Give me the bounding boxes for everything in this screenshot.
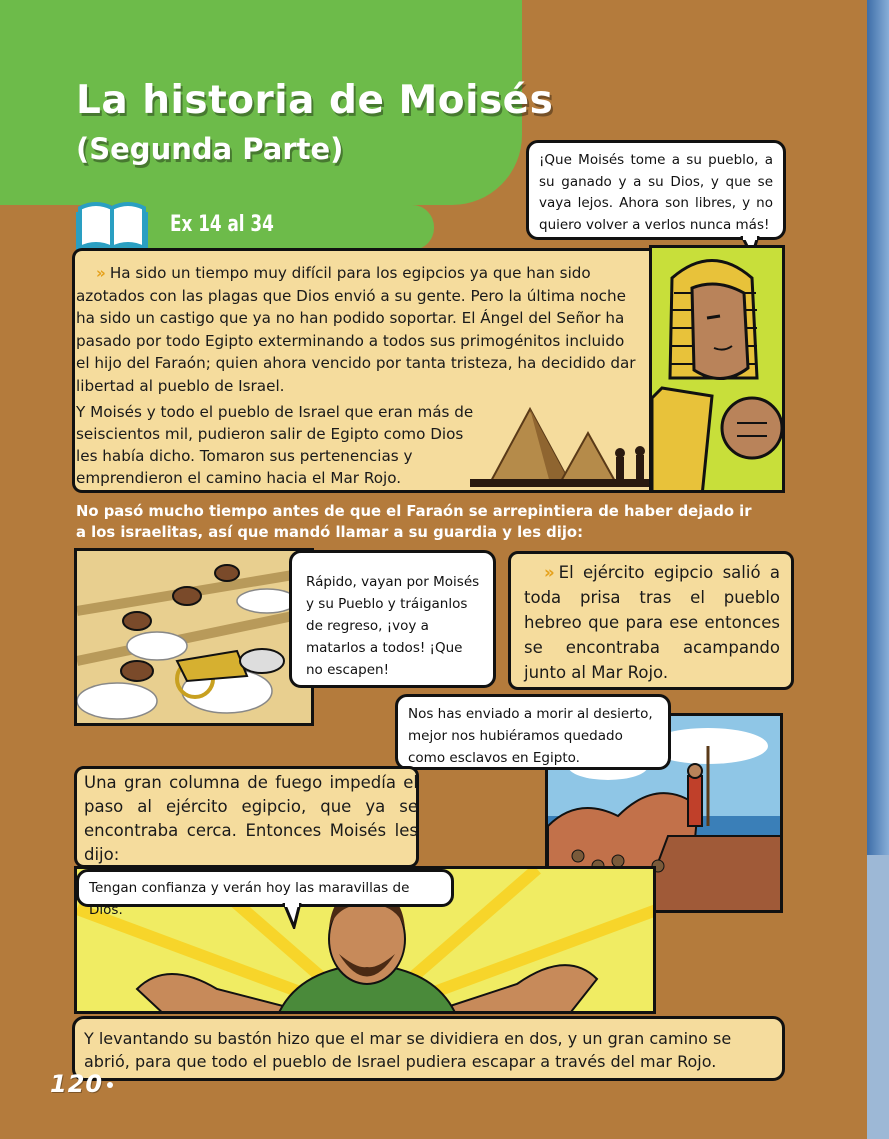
pharaoh-speech-text: ¡Que Moisés tome a su pueblo, a su ganado y a su Dios, y que se vaya lejos. Ahora son libres, y no quiero volver a verlos nunca más! <box>539 152 773 233</box>
people-speech-text: Nos has enviado a morir al desierto, mejor nos hubiéramos quedado como esclavos en Egipto. <box>408 706 653 766</box>
bible-reference: Ex 14 al 34 <box>170 212 274 237</box>
pharaoh-speech-bubble <box>526 140 786 240</box>
page-title: La historia de Moisés <box>76 78 554 123</box>
pharaoh-illustration <box>652 248 785 493</box>
people-speech-bubble <box>395 694 671 770</box>
page-edge <box>867 0 889 1139</box>
page-subtitle: (Segunda Parte) <box>76 132 344 166</box>
double-chevron-icon: » <box>544 563 555 582</box>
page-number: 120 <box>50 1070 113 1098</box>
fire-column-text: Una gran columna de fuego impedía el paso al ejército egipcio, que ya se encontraba cerca. Entonces Moisés les dijo: <box>84 773 418 864</box>
moses-speech-text: Tengan confianza y verán hoy las maravillas de Dios. <box>89 880 410 918</box>
pharaoh-orders-bubble <box>289 550 496 688</box>
pharaoh-orders-text: Rápido, vayan por Moisés y su Pueblo y tráiganlos de regreso, ¡voy a matarlos a todos! ¡Que no escapen! <box>306 574 480 678</box>
narration-text: No pasó mucho tiempo antes de que el Faraón se arrepintiera de haber dejado ir a los israelitas, así que mandó llamar a su guardia y les dijo: <box>76 503 752 541</box>
bubble-tail <box>282 903 306 929</box>
pharaoh-panel <box>649 245 785 493</box>
moses-speech-bubble <box>76 869 454 918</box>
chariot-panel <box>74 548 314 726</box>
final-text: Y levantando su bastón hizo que el mar se dividiera en dos, y un gran camino se abrió, para que todo el pueblo de Israel pudiera escapar a través del mar Rojo. <box>84 1029 732 1071</box>
intro-paragraph-1: » Ha sido un tiempo muy difícil para los egipcios ya que han sido azotados con las plagas que Dios envió a su gente. Pero la última noche ha sido un castigo que ya no han podido soportar. El Ángel del Señor ha pasado por todo Egipto exterminando a todos sus primogénitos incluido el hijo del Faraón; quien ahora vencido por tanta tristeza, ha decidido dar libertad al pueblo de Israel. <box>76 264 636 395</box>
army-text: » El ejército egipcio salió a toda prisa tras el pueblo hebreo que para ese entonces se encontraba acampando junto al Mar Rojo. <box>524 560 780 685</box>
book-icon <box>76 198 148 254</box>
intro-paragraph-2: Y Moisés y todo el pueblo de Israel que eran más de seiscientos mil, pudieron salir de Egipto como Dios les había dicho. Tomaron sus pertenencias y emprendieron el camino hacia el Mar Rojo. <box>76 403 474 487</box>
double-chevron-icon: » <box>96 264 106 282</box>
chariot-illustration <box>77 551 314 726</box>
